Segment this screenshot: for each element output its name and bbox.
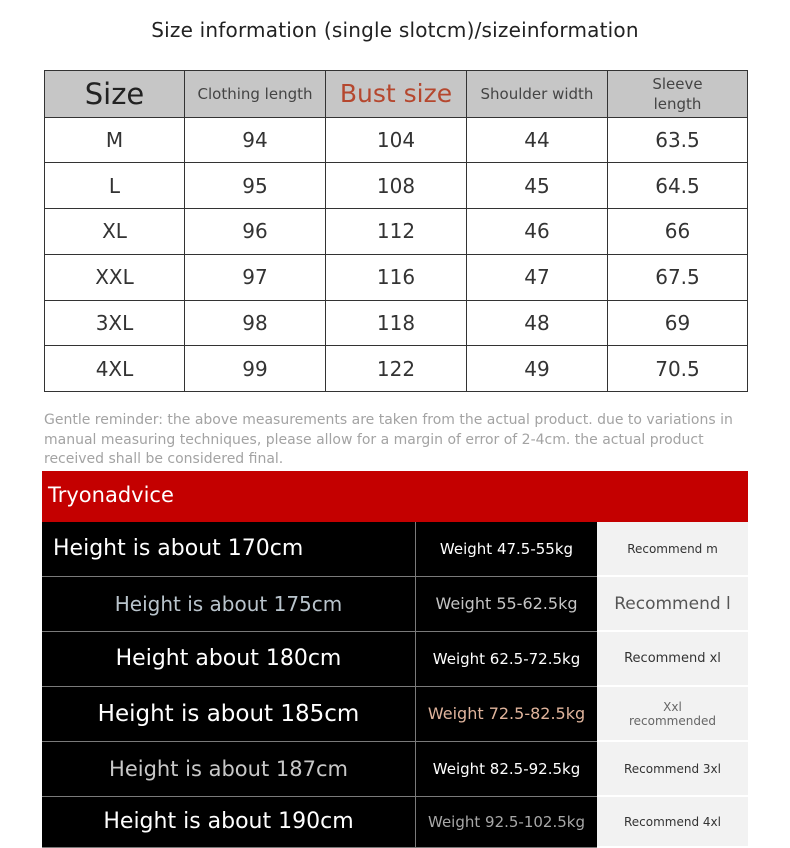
table-row (45, 254, 748, 300)
recommendation-row (42, 522, 748, 576)
cell-bust-size: 118 (326, 300, 467, 346)
table-row (45, 209, 748, 255)
cell-sleeve-length: 69 (608, 300, 748, 346)
cell-clothing-length: 95 (185, 163, 326, 209)
banner-title: Tryonadvice (48, 483, 174, 507)
weight-cell: Weight 62.5-72.5kg (416, 631, 598, 686)
recommendation-row (42, 741, 748, 796)
recommend-cell: Recommend l (597, 576, 748, 631)
cell-size: 4XL (45, 346, 185, 392)
cell-shoulder-width: 48 (467, 300, 608, 346)
cell-bust-size: 122 (326, 346, 467, 392)
cell-shoulder-width: 47 (467, 254, 608, 300)
table-row (45, 300, 748, 346)
cell-clothing-length: 94 (185, 117, 326, 163)
height-cell: Height about 180cm (42, 631, 416, 686)
cell-size: M (45, 117, 185, 163)
recommendation-row (42, 631, 748, 686)
cell-sleeve-length: 70.5 (608, 346, 748, 392)
weight-cell: Weight 82.5-92.5kg (416, 741, 598, 796)
height-cell: Height is about 187cm (42, 741, 416, 796)
weight-cell: Weight 72.5-82.5kg (416, 686, 598, 741)
cell-sleeve-length: 67.5 (608, 254, 748, 300)
recommendation-row (42, 576, 748, 631)
cell-bust-size: 112 (326, 209, 467, 255)
cell-sleeve-length: 63.5 (608, 117, 748, 163)
cell-shoulder-width: 46 (467, 209, 608, 255)
height-cell: Height is about 175cm (42, 576, 416, 631)
height-cell: Height is about 185cm (42, 686, 416, 741)
recommend-cell (597, 686, 748, 741)
cell-sleeve-length: 66 (608, 209, 748, 255)
recommendation-table (42, 522, 748, 848)
header-sleeve-length (608, 71, 748, 118)
weight-cell: Weight 55-62.5kg (416, 576, 598, 631)
cell-bust-size: 108 (326, 163, 467, 209)
recommendation-row (42, 796, 748, 847)
header-shoulder-width: Shoulder width (467, 71, 608, 118)
header-size: Size (45, 71, 185, 118)
cell-size: XXL (45, 254, 185, 300)
tryon-advice-banner (42, 471, 748, 522)
cell-bust-size: 104 (326, 117, 467, 163)
weight-cell: Weight 92.5-102.5kg (416, 796, 598, 847)
cell-clothing-length: 97 (185, 254, 326, 300)
recommend-cell: Recommend m (597, 522, 748, 576)
table-row (45, 163, 748, 209)
cell-shoulder-width: 44 (467, 117, 608, 163)
cell-size: 3XL (45, 300, 185, 346)
weight-cell: Weight 47.5-55kg (416, 522, 598, 576)
height-cell: Height is about 170cm (42, 522, 416, 576)
header-bust-size: Bust size (326, 71, 467, 118)
recommend-cell: Recommend 3xl (597, 741, 748, 796)
cell-clothing-length: 98 (185, 300, 326, 346)
cell-shoulder-width: 45 (467, 163, 608, 209)
header-clothing-length: Clothing length (185, 71, 326, 118)
measurement-reminder: Gentle reminder: the above measurements are taken from the actual product. due to variations in manual measuring techniques, please allow for a margin of error of 2-4cm. the actual product received shall be considered final. (44, 412, 733, 467)
cell-size: XL (45, 209, 185, 255)
height-cell: Height is about 190cm (42, 796, 416, 847)
recommend-text: Xxl recommended (629, 699, 716, 728)
recommendation-row (42, 686, 748, 741)
recommend-cell: Recommend 4xl (597, 796, 748, 847)
table-row (45, 346, 748, 392)
page-title: Size information (single slotcm)/sizeinformation (151, 18, 639, 42)
recommend-cell: Recommend xl (597, 631, 748, 686)
cell-clothing-length: 99 (185, 346, 326, 392)
cell-size: L (45, 163, 185, 209)
table-row (45, 117, 748, 163)
size-table-header-row (45, 71, 748, 118)
size-table (44, 70, 748, 392)
header-sleeve-length-text: Sleeve length (652, 74, 703, 113)
cell-sleeve-length: 64.5 (608, 163, 748, 209)
cell-clothing-length: 96 (185, 209, 326, 255)
cell-bust-size: 116 (326, 254, 467, 300)
cell-shoulder-width: 49 (467, 346, 608, 392)
